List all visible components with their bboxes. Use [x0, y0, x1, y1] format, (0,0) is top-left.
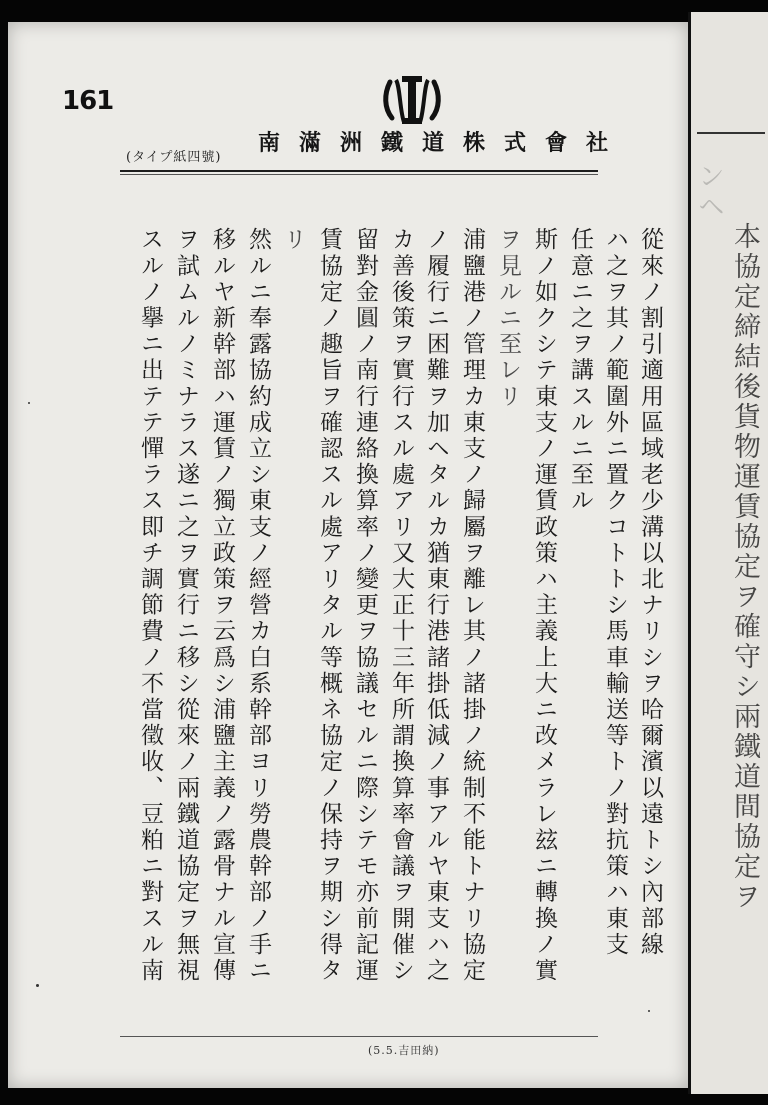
scan-speck	[648, 1010, 650, 1012]
text-column-8: カ善後策ヲ實行スル處アリ又大正十三年所謂換算率會議ヲ開催シ	[388, 227, 414, 984]
text-column-9: 留對金圓ノ南行連絡換算率ノ變更ヲ協議セルニ際シテモ亦前記運	[352, 227, 378, 984]
text-column-4: 斯ノ如クシテ東支ノ運賃政策ハ主義上大ニ改メラレ玆ニ轉換ノ實	[531, 227, 557, 984]
adjacent-page-text: 本協定締結後貨物運賃協定ヲ確守シ兩鐵道間協定ヲ	[729, 222, 760, 912]
scan-speck	[36, 984, 39, 987]
text-column-12: 然ルニ奉露協約成立シ東支ノ經營カ白系幹部ヨリ勞農幹部ノ手ニ	[245, 227, 271, 984]
text-column-14: ヲ試ムルノミナラス遂ニ之ヲ實行ニ移シ從來ノ兩鐵道協定ヲ無視	[173, 227, 199, 984]
header-rule-secondary	[120, 174, 598, 175]
page-number: 161	[62, 86, 114, 116]
footer-rule	[120, 1036, 598, 1037]
text-column-15: スルノ擧ニ出テテ憚ラス即チ調節費ノ不當徵收、豆粕ニ對スル南	[137, 227, 163, 984]
footer-code: (5.5.吉田納)	[368, 1044, 440, 1057]
text-column-10: 賃協定ノ趣旨ヲ確認スル處アリタル等概ネ協定ノ保持ヲ期シ得タ	[316, 227, 342, 984]
company-name: 南滿洲鐵道株式會社	[258, 130, 628, 156]
text-column-2: ハ之ヲ其ノ範圍外ニ置クコトトシ馬車輸送等トノ對抗策ハ東支	[602, 227, 628, 958]
document-page	[8, 22, 688, 1088]
text-column-7: ノ履行ニ困難ヲ加ヘタルカ猶東行港諸掛低減ノ事アルヤ東支ハ之	[423, 227, 449, 984]
text-column-11: リ	[280, 227, 306, 254]
form-note: (タイプ紙四號)	[126, 150, 222, 165]
header-rule	[120, 170, 598, 172]
text-column-1: 從來ノ割引適用區域老少溝以北ナリシヲ哈爾濱以遠トシ內部線	[637, 227, 663, 958]
adjacent-page-text-faint: ンヘ	[693, 162, 724, 222]
text-column-13: 移ルヤ新幹部ハ運賃ノ獨立政策ヲ云爲シ浦鹽主義ノ露骨ナル宣傳	[209, 227, 235, 984]
mantetsu-logo-icon	[382, 72, 442, 128]
adjacent-page	[688, 12, 768, 1094]
text-column-6: 浦鹽港ノ管理カ東支ノ歸屬ヲ離レ其ノ諸掛ノ統制不能トナリ協定	[459, 227, 485, 984]
scan-speck	[28, 402, 30, 404]
text-column-3: 任意ニ之ヲ講スルニ至ル	[567, 227, 593, 515]
text-column-5: ヲ見ルニ至レリ	[495, 227, 521, 410]
